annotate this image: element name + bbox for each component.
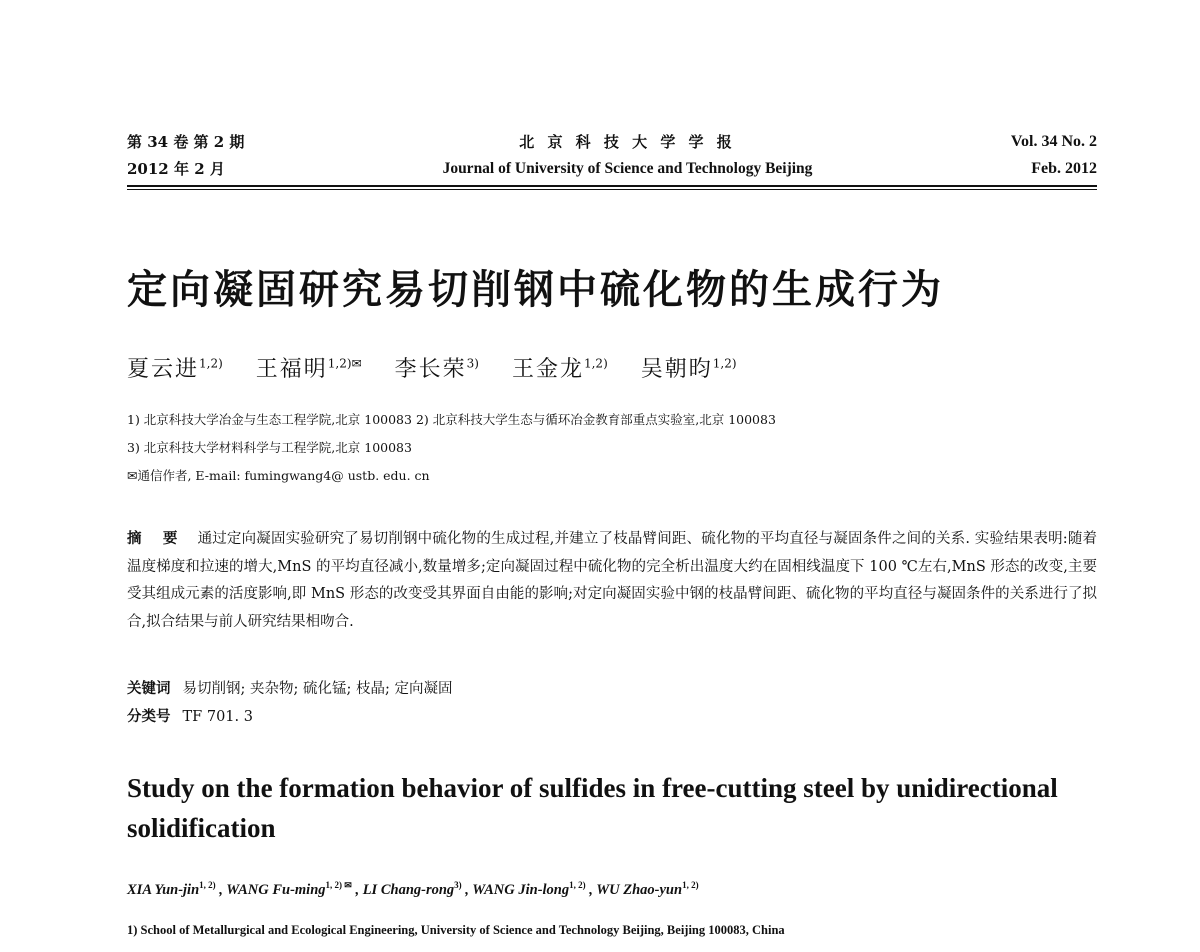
author-list-en: XIA Yun-jin$^{1, 2)}$ , WANG Fu-ming$^{1, 2) ✉}$ , LI Chang-rong$^{3)}$ , WANG Jin-long$^{1, 2)}$ , WU Zhao-yun$^{1, 2)}$ (127, 880, 699, 898)
header-rule-thick (127, 185, 1097, 187)
envelope-icon: ✉ (127, 468, 138, 483)
corresponding-email: 通信作者, E-mail: fumingwang4@ ustb. edu. cn (137, 468, 430, 483)
author-cn: 王福明$^{1,2)✉}$ (255, 356, 362, 382)
author-en: WU Zhao-yun$^{1, 2)}$ (596, 880, 699, 898)
author-en: XIA Yun-jin$^{1, 2)}$ (127, 880, 216, 898)
journal-date-en: Feb. 2012 (1031, 160, 1097, 177)
article-title-cn: 定向凝固研究易切削钢中硫化物的生成行为 (127, 267, 944, 313)
author-cn: 夏云进$^{1,2)}$ (127, 356, 223, 382)
keywords-label: 关键词 (127, 680, 171, 697)
corresponding-author (127, 466, 430, 484)
classification-cn (127, 705, 253, 726)
journal-volume-issue-en: Vol. 34 No. 2 (1010, 133, 1097, 150)
author-cn: 李长荣$^{3)}$ (394, 356, 479, 382)
keywords-text: 易切削钢; 夹杂物; 硫化锰; 枝晶; 定向凝固 (182, 681, 453, 697)
journal-name-cn: 北 京 科 技 大 学 学 报 (519, 133, 736, 151)
author-en: WANG Jin-long$^{1, 2)}$ (472, 880, 586, 898)
header-rule-thin (127, 189, 1097, 190)
abstract-text: 通过定向凝固实验研究了易切削钢中硫化物的生成过程,并建立了枝晶臂间距、硫化物的平均直径与凝固条件之间的关系. 实验结果表明:随着温度梯度和拉速的增大,MnS 的平均直径减小,数量增多;定向凝固过程中硫化物的完全析出温度大约在固相线温度下 100 ℃左右,MnS 形态的改变,主要受其组成元素的活度影响,即 MnS 形态的改变受其界面自由能的影响;对定向凝固实验中钢的枝晶臂间距、硫化物的平均直径与凝固条件的关系进行了拟合,拟合结果与前人研究结果相吻合. (127, 531, 1097, 630)
envelope-icon: ✉ (351, 356, 362, 371)
journal-volume-issue-cn: 第 34 卷 第 2 期 (127, 133, 245, 151)
classification-text: TF 701. 3 (182, 709, 253, 725)
keywords-cn (127, 677, 452, 698)
abstract-cn (127, 525, 1097, 636)
article-title-en: Study on the formation behavior of sulfides in free-cutting steel by unidirectional solidification (127, 773, 1058, 843)
journal-date-cn: 2012 年 2 月 (127, 160, 225, 178)
affiliation-en: 1) School of Metallurgical and Ecological Engineering, University of Science and Technology Beijing, Beijing 100083, China (127, 923, 785, 937)
author-en: LI Chang-rong$^{3)}$ (362, 880, 462, 898)
author-en: WANG Fu-ming$^{1, 2) ✉}$ (226, 880, 352, 898)
author-cn: 吴朝昀$^{1,2)}$ (640, 356, 737, 382)
author-list-cn (127, 352, 763, 383)
classification-label: 分类号 (127, 708, 171, 725)
author-cn: 王金龙$^{1,2)}$ (511, 356, 608, 382)
abstract-label: 摘 要 (127, 530, 186, 547)
affiliation-cn-line1: 1) 北京科技大学冶金与生态工程学院,北京 100083 2) 北京科技大学生态与循环冶金教育部重点实验室,北京 100083 (127, 412, 776, 427)
affiliation-cn-line2: 3) 北京科技大学材料科学与工程学院,北京 100083 (127, 440, 412, 455)
journal-name-en: Journal of University of Science and Technology Beijing (442, 160, 813, 177)
